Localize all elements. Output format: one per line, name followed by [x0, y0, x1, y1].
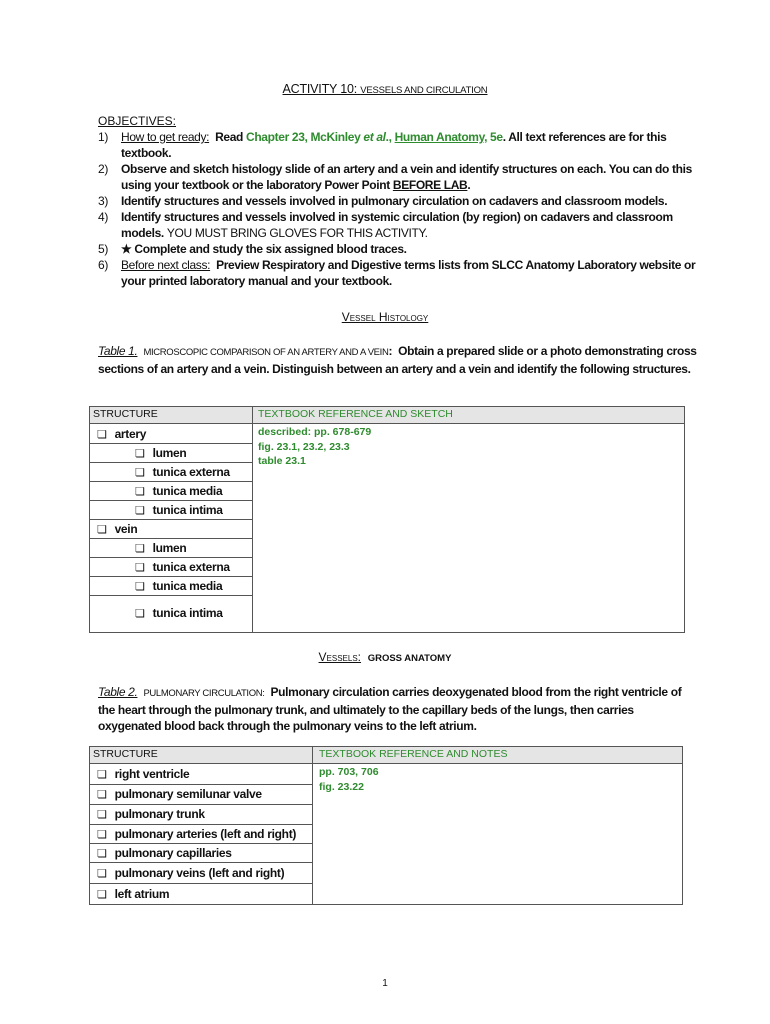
table1-refs: described: pp. 678-679 fig. 23.1, 23.2, 23.3 table 23.1 [258, 426, 372, 467]
table-row [90, 500, 252, 520]
table-1 [89, 406, 685, 633]
checkbox-icon: ❏ [97, 828, 107, 841]
table-row [90, 443, 252, 463]
checkbox-icon: ❏ [97, 888, 107, 901]
structure-label: pulmonary trunk [114, 807, 205, 821]
checkbox-icon: ❏ [135, 504, 145, 517]
table2-header: STRUCTURE TEXTBOOK REFERENCE AND NOTES [90, 747, 682, 764]
objectives-heading: OBJECTIVES: [98, 114, 177, 128]
checkbox-icon: ❏ [135, 466, 145, 479]
checkbox-icon: ❏ [135, 485, 145, 498]
table1-header: STRUCTURE TEXTBOOK REFERENCE AND SKETCH [90, 407, 684, 424]
table-row [90, 804, 312, 825]
checkbox-icon: ❏ [97, 769, 107, 781]
objective-5: 5) ★ Complete and study the six assigned blood traces. [98, 242, 407, 256]
table-row [90, 843, 312, 863]
structure-label: pulmonary capillaries [114, 845, 232, 860]
table-row [90, 481, 252, 501]
title-activity: ACTIVITY 10: [282, 82, 357, 96]
table-2 [89, 746, 683, 905]
table-row [90, 784, 312, 805]
table-row [90, 424, 252, 444]
objective-6: 6) Before next class: Preview Respiratory and Digestive terms lists from SLCC Anatomy Laboratory website or your printed laboratory manual and your textbook. [98, 258, 696, 288]
table-row [90, 595, 252, 631]
checkbox-icon: ❏ [97, 847, 107, 860]
checkbox-icon: ❏ [97, 428, 107, 441]
objective-3: 3) Identify structures and vessels involved in pulmonary circulation on cadavers and classroom models. [98, 194, 668, 208]
checkbox-icon: ❏ [97, 523, 107, 536]
checkbox-icon: ❏ [97, 809, 107, 821]
checkbox-icon: ❏ [135, 447, 145, 460]
table1-intro: Table 1. MICROSCOPIC COMPARISON OF AN ARTERY AND A VEIN: Obtain a prepared slide or a photo demonstrating cross sections of an artery and a vein. Distinguish between an artery and a vein and identify the following structures. [98, 344, 697, 376]
page-number: 1 [382, 978, 388, 989]
structure-label: tunica media [152, 483, 223, 498]
checkbox-icon: ❏ [135, 608, 145, 620]
table2-intro: Table 2. PULMONARY CIRCULATION: Pulmonary circulation carries deoxygenated blood from the right ventricle of the heart through the pulmonary trunk, and ultimately to the capillary beds of the lungs, then carries oxygenated blood back through the pulmonary veins to the left atrium. [98, 685, 682, 733]
objectives-section [98, 113, 698, 289]
book-title-link: Human Anatomy [394, 130, 485, 144]
structure-label: tunica externa [152, 559, 230, 574]
checkbox-icon: ❏ [135, 561, 145, 574]
page-title [0, 82, 770, 96]
structure-label: pulmonary semilunar valve [114, 787, 262, 801]
structure-label: vein [114, 521, 138, 536]
objective-2: 2) Observe and sketch histology slide of an artery and a vein and identify structures on each. You can do this using your textbook or the laboratory Power Point BEFORE LAB. [98, 162, 692, 192]
structure-label: pulmonary arteries (left and right) [114, 826, 297, 841]
checkbox-icon: ❏ [135, 580, 145, 593]
structure-label: pulmonary veins (left and right) [114, 865, 285, 880]
checkbox-icon: ❏ [135, 542, 145, 555]
section-gross-anatomy: Vessels: GROSS ANATOMY [318, 650, 452, 664]
structure-label: tunica intima [152, 606, 223, 620]
star-icon: ★ [121, 242, 132, 256]
checkbox-icon: ❏ [97, 867, 107, 880]
structure-label: lumen [152, 540, 187, 555]
structure-label: tunica intima [152, 502, 223, 517]
table-row [90, 462, 252, 482]
checkbox-icon: ❏ [97, 789, 107, 801]
structure-label: left atrium [114, 886, 170, 901]
table-row [90, 824, 312, 844]
objective-4: 4) Identify structures and vessels involved in systemic circulation (by region) on cadavers and classroom models. YOU MUST BRING GLOVES FOR THIS ACTIVITY. [98, 210, 673, 240]
table-row [90, 538, 252, 558]
structure-label: lumen [152, 445, 187, 460]
table-row [90, 764, 312, 785]
table-row [90, 557, 252, 577]
objective-1: 1) How to get ready: Read Chapter 23, McKinley et al., Human Anatomy, 5e. All text references are for this textbook. [98, 130, 667, 160]
section-vessel-histology: Vessel Histology [341, 310, 429, 324]
table2-refs: pp. 703, 706 fig. 23.22 [319, 766, 379, 793]
table-row [90, 576, 252, 596]
structure-label: artery [114, 426, 147, 441]
table-row [90, 883, 312, 904]
title-rest: VESSELS AND CIRCULATION [360, 85, 488, 96]
structure-label: tunica externa [152, 464, 230, 479]
table-row [90, 862, 312, 884]
table-row [90, 519, 252, 539]
structure-label: tunica media [152, 578, 223, 593]
structure-label: right ventricle [114, 767, 190, 781]
